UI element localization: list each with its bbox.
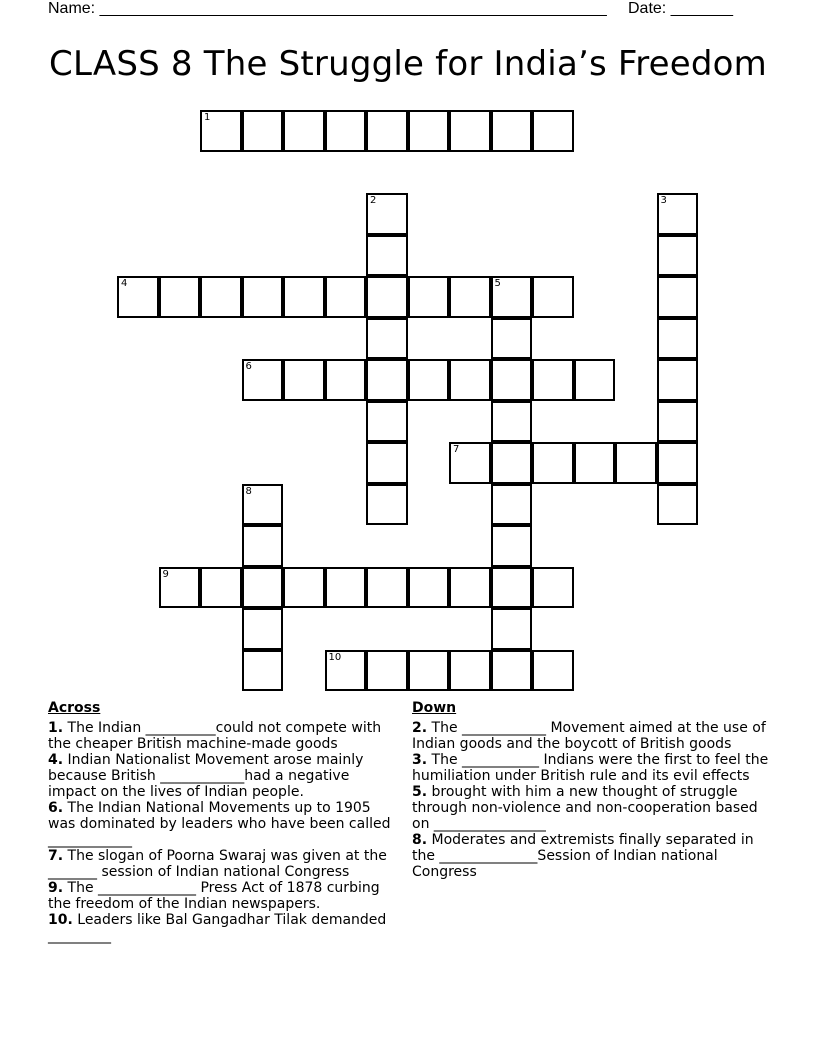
grid-cell[interactable] — [366, 484, 408, 526]
grid-cell[interactable] — [325, 276, 367, 318]
grid-cell[interactable] — [657, 484, 699, 526]
grid-cell[interactable] — [615, 442, 657, 484]
across-clue — [48, 720, 400, 752]
grid-cell[interactable] — [532, 359, 574, 401]
grid-cell[interactable] — [532, 650, 574, 692]
grid-cell[interactable] — [491, 110, 533, 152]
grid-cell[interactable] — [242, 276, 284, 318]
clue-number: 2. — [412, 720, 428, 736]
grid-cell[interactable] — [242, 359, 284, 401]
clue-number: 8 — [245, 485, 252, 497]
grid-cell[interactable] — [657, 401, 699, 443]
grid-cell[interactable] — [242, 567, 284, 609]
grid-cell[interactable] — [283, 359, 325, 401]
clue-number: 9. — [48, 880, 64, 896]
down-clues — [412, 700, 772, 880]
grid-cell[interactable] — [449, 359, 491, 401]
grid-cell[interactable] — [366, 567, 408, 609]
clue-text: The ____________ Movement aimed at the use of Indian goods and the boycott of British goods — [412, 720, 766, 752]
grid-cell[interactable] — [408, 650, 450, 692]
clue-number: 10. — [48, 912, 73, 928]
grid-cell[interactable] — [574, 442, 616, 484]
across-clue — [48, 848, 400, 880]
page-title: CLASS 8 The Struggle for India’s Freedom — [49, 44, 767, 84]
grid-cell[interactable] — [325, 567, 367, 609]
grid-cell[interactable] — [532, 276, 574, 318]
clue-text: Leaders like Bal Gangadhar Tilak demanded _________ — [48, 912, 387, 944]
grid-cell[interactable] — [242, 608, 284, 650]
clue-number: 5. — [412, 784, 428, 800]
grid-cell[interactable] — [657, 359, 699, 401]
grid-cell[interactable] — [491, 525, 533, 567]
clue-text: Indian Nationalist Movement arose mainly because British ____________had a negative impact on the lives of Indian people. — [48, 752, 364, 800]
grid-cell[interactable] — [325, 359, 367, 401]
across-clue — [48, 800, 400, 848]
down-clue — [412, 784, 772, 832]
name-field[interactable]: Name: _________________________________________________________ — [48, 0, 607, 17]
grid-cell[interactable] — [449, 442, 491, 484]
grid-cell[interactable] — [657, 235, 699, 277]
grid-cell[interactable] — [449, 650, 491, 692]
grid-cell[interactable] — [242, 110, 284, 152]
grid-cell[interactable] — [242, 484, 284, 526]
grid-cell[interactable] — [366, 276, 408, 318]
grid-cell[interactable] — [366, 318, 408, 360]
grid-cell[interactable] — [200, 276, 242, 318]
grid-cell[interactable] — [242, 650, 284, 692]
grid-cell[interactable] — [449, 567, 491, 609]
clue-number: 2 — [370, 195, 377, 206]
grid-cell[interactable] — [200, 567, 242, 609]
clue-text: The Indian __________could not compete with the cheaper British machine-made goods — [48, 720, 382, 752]
grid-cell[interactable] — [449, 276, 491, 318]
clue-number: 8. — [412, 832, 428, 848]
across-clue — [48, 752, 400, 800]
down-clue — [412, 720, 772, 752]
grid-cell[interactable] — [366, 235, 408, 277]
clue-number: 1 — [204, 112, 211, 123]
grid-cell[interactable] — [325, 110, 367, 152]
clue-number: 7 — [453, 444, 460, 455]
grid-cell[interactable] — [366, 359, 408, 401]
clue-number: 1. — [48, 720, 64, 736]
grid-cell[interactable] — [657, 193, 699, 235]
clue-text: brought with him a new thought of struggle through non-violence and non-cooperation based on ________________ — [412, 784, 758, 832]
grid-cell[interactable] — [657, 318, 699, 360]
grid-cell[interactable] — [657, 442, 699, 484]
across-heading: Across — [48, 700, 101, 716]
grid-cell[interactable] — [491, 318, 533, 360]
grid-cell[interactable] — [491, 442, 533, 484]
grid-cell[interactable] — [325, 650, 367, 692]
grid-cell[interactable] — [366, 193, 408, 235]
across-clues — [48, 700, 400, 944]
grid-cell[interactable] — [159, 276, 201, 318]
clue-text: The ___________ Indians were the first to feel the humiliation under British rule and its evil effects — [412, 752, 769, 784]
across-clue — [48, 880, 400, 912]
grid-cell[interactable] — [491, 276, 533, 318]
grid-cell[interactable] — [449, 110, 491, 152]
grid-cell[interactable] — [408, 567, 450, 609]
grid-cell[interactable] — [532, 567, 574, 609]
clue-number: 4. — [48, 752, 64, 768]
grid-cell[interactable] — [159, 567, 201, 609]
clue-number: 6 — [245, 361, 252, 372]
clue-number: 7. — [48, 848, 64, 864]
grid-cell[interactable] — [283, 276, 325, 318]
clue-text: Moderates and extremists finally separated in the ______________Session of Indian national Congress — [412, 832, 754, 880]
clue-number: 6. — [48, 800, 64, 816]
grid-cell[interactable] — [242, 525, 284, 567]
clue-number: 4 — [121, 278, 128, 289]
clue-number: 9 — [162, 568, 169, 580]
grid-cell[interactable] — [366, 650, 408, 692]
clue-number: 5 — [494, 278, 501, 289]
grid-cell[interactable] — [491, 401, 533, 443]
grid-cell[interactable] — [491, 484, 533, 526]
grid-cell[interactable] — [491, 608, 533, 650]
grid-cell[interactable] — [200, 110, 242, 152]
clue-text: The slogan of Poorna Swaraj was given at the _______ session of Indian national Congress — [48, 848, 387, 880]
down-clue — [412, 752, 772, 784]
grid-cell[interactable] — [366, 442, 408, 484]
grid-cell[interactable] — [408, 110, 450, 152]
grid-cell[interactable] — [283, 110, 325, 152]
across-clue — [48, 912, 400, 944]
date-field[interactable]: Date: _______ — [628, 0, 733, 17]
grid-cell[interactable] — [408, 359, 450, 401]
grid-cell[interactable] — [532, 110, 574, 152]
grid-cell[interactable] — [491, 359, 533, 401]
grid-cell[interactable] — [532, 442, 574, 484]
down-clue — [412, 832, 772, 880]
clue-number: 10 — [328, 651, 342, 663]
grid-cell[interactable] — [491, 650, 533, 692]
grid-cell[interactable] — [117, 276, 159, 318]
grid-cell[interactable] — [366, 110, 408, 152]
clue-number: 3. — [412, 752, 428, 768]
clue-text: The Indian National Movements up to 1905 was dominated by leaders who have been called ____________ — [48, 800, 391, 848]
grid-cell[interactable] — [657, 276, 699, 318]
grid-cell[interactable] — [283, 567, 325, 609]
clue-text: The ______________ Press Act of 1878 curbing the freedom of the Indian newspapers. — [48, 880, 380, 912]
grid-cell[interactable] — [491, 567, 533, 609]
grid-cell[interactable] — [366, 401, 408, 443]
clue-number: 3 — [660, 195, 667, 206]
grid-cell[interactable] — [574, 359, 616, 401]
grid-cell[interactable] — [408, 276, 450, 318]
down-heading: Down — [412, 700, 457, 716]
down-clue-list — [412, 720, 772, 880]
across-clue-list — [48, 720, 400, 944]
